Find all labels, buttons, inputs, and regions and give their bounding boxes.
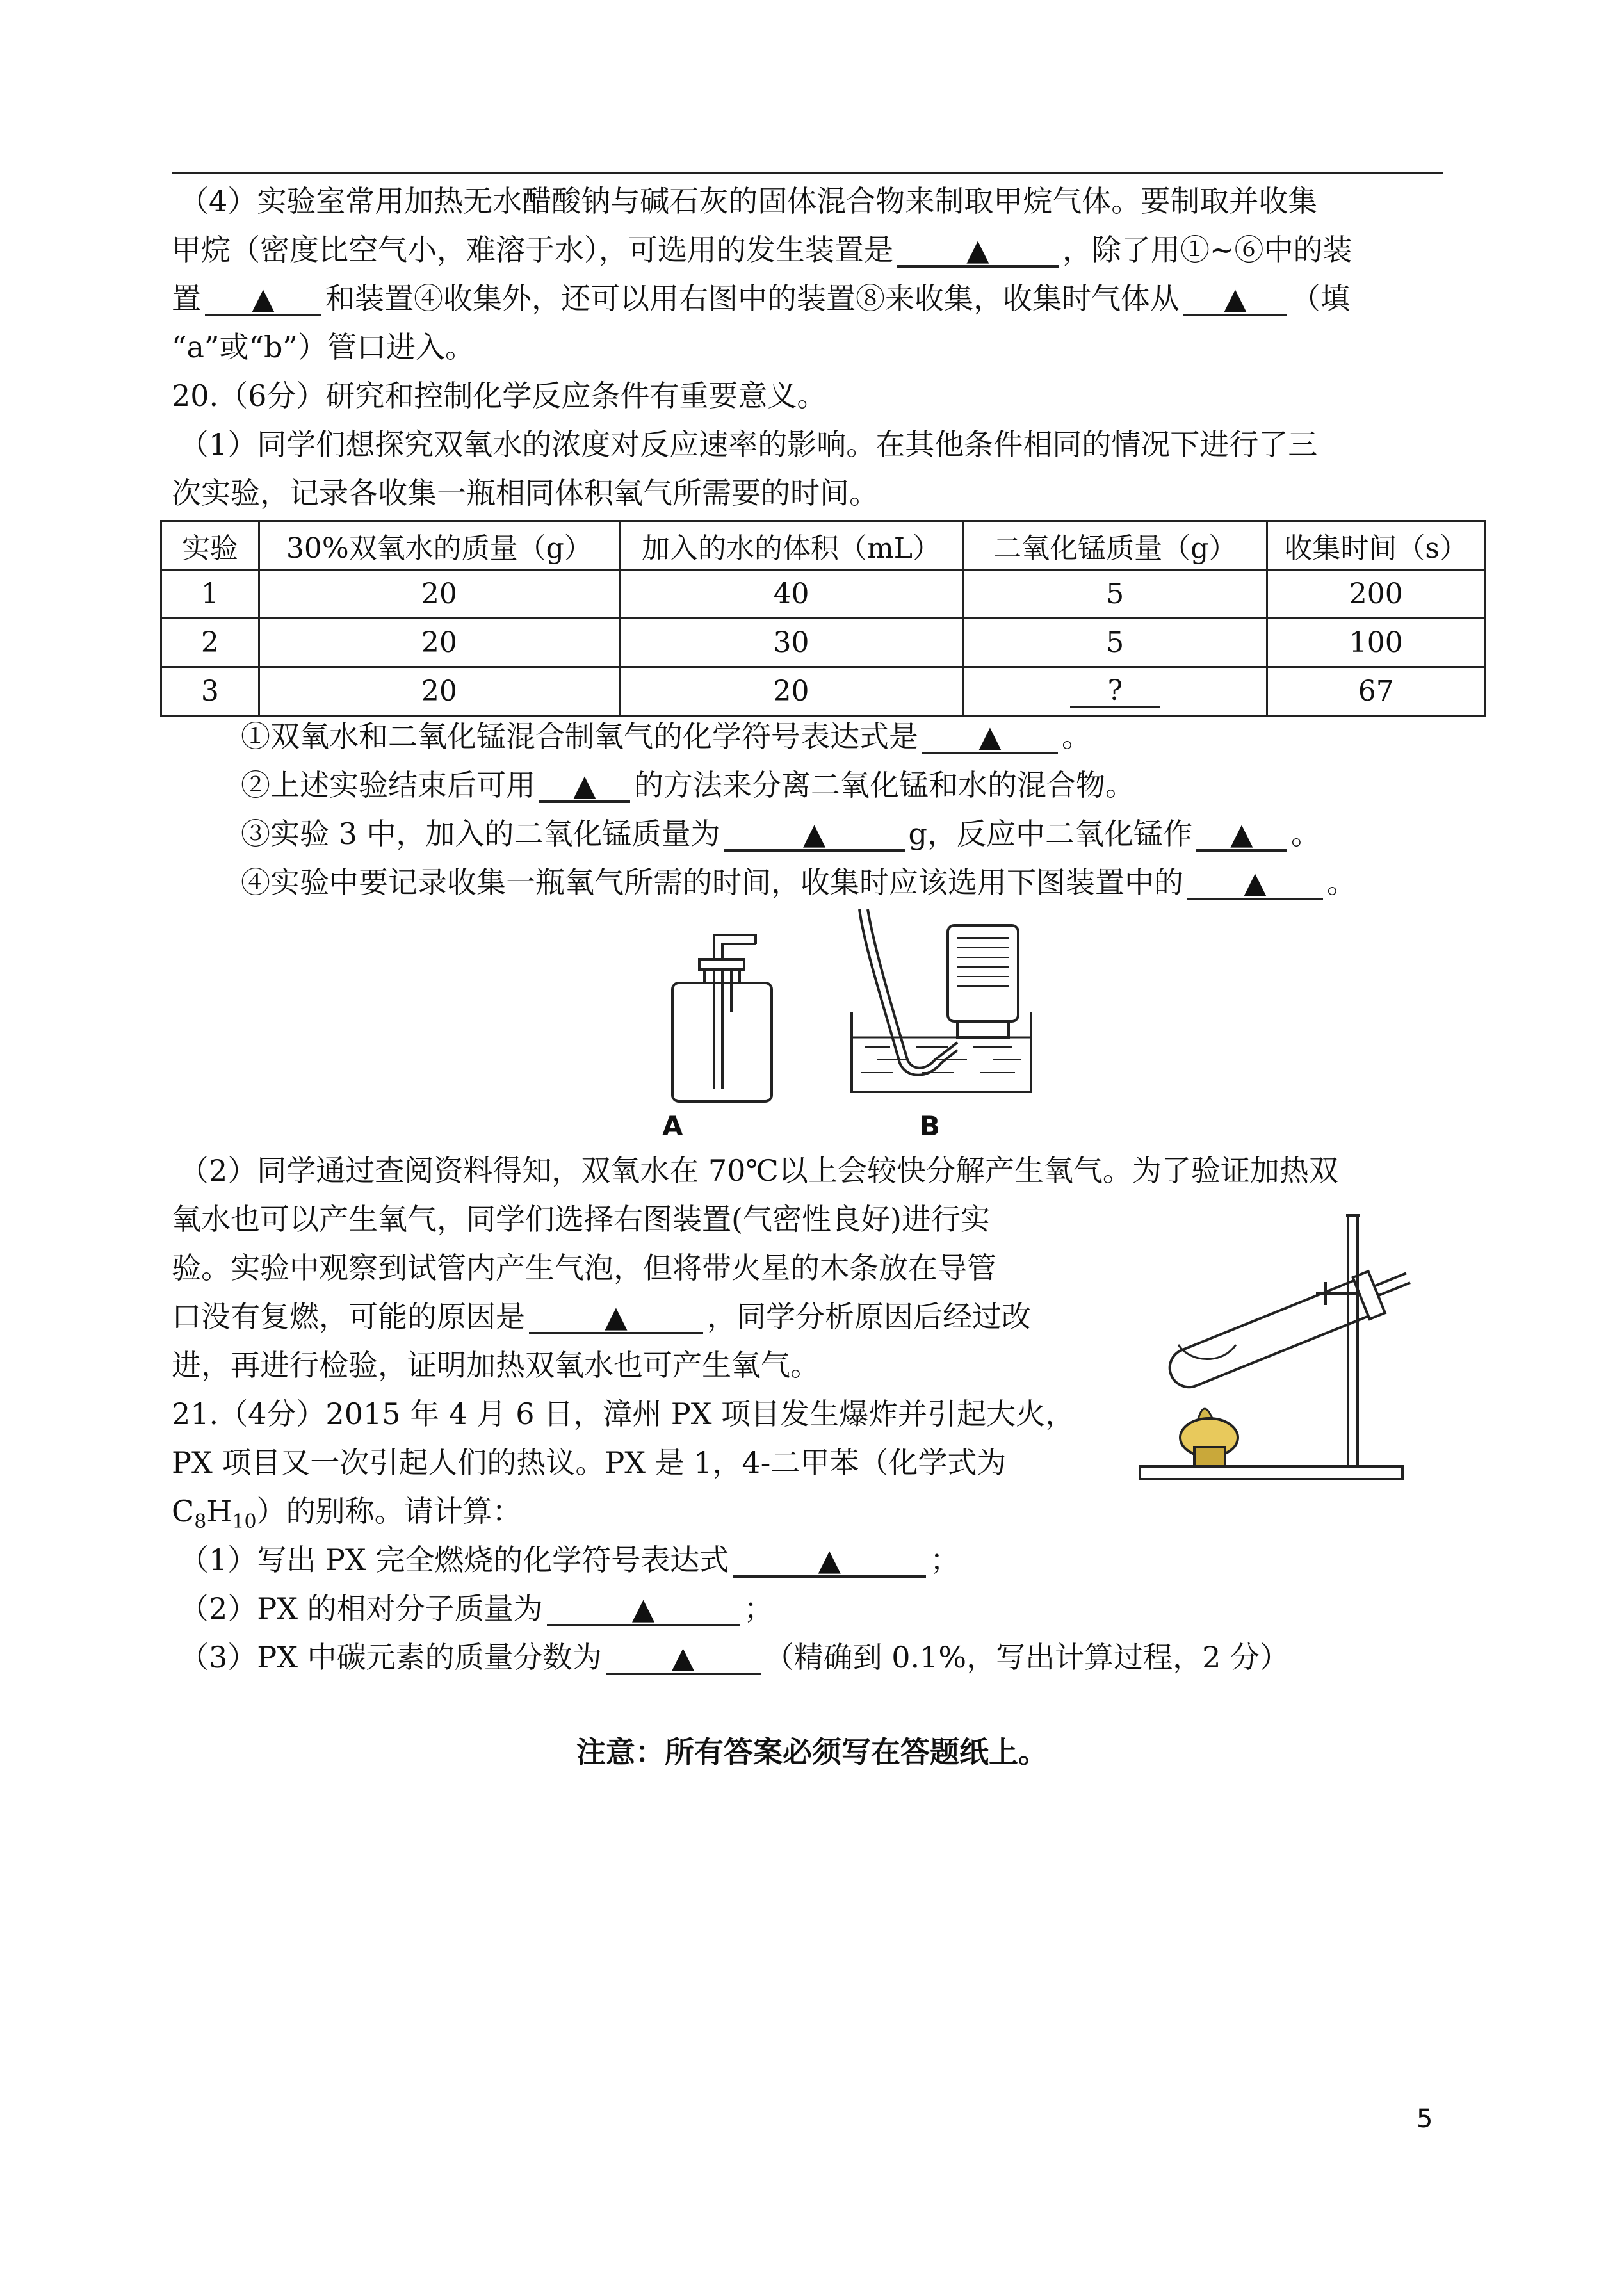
water-trough-icon [845,909,1037,1105]
table-row [161,667,1485,716]
q21-sub-3: （3）PX 中碳元素的质量分数为 ▲ （精确到 0.1%，写出计算过程，2 分） [179,1640,1289,1675]
q20-part2-line-3: 验。实验中观察到试管内产生气泡，但将带火星的木条放在导管 [172,1251,996,1285]
q20-part1-line-1: （1）同学们想探究双氧水的浓度对反应速率的影响。在其他条件相同的情况下进行了三 [179,427,1318,462]
table-header: 二氧化锰质量（g） [963,521,1267,570]
q21-line-1: 21.（4分）2015 年 4 月 6 日，漳州 PX 项目发生爆炸并引起大火， [172,1397,1075,1431]
q20-part1-line-2: 次实验，记录各收集一瓶相同体积氧气所需要的时间。 [172,476,879,510]
q19-line-2: 甲烷（密度比空气小，难溶于水），可选用的发生装置是 ▲ ，除了用①~⑥中的装 [172,232,1352,267]
table-cell-question[interactable]: ? [963,667,1267,716]
answer-blank[interactable]: ▲ [606,1642,761,1675]
q19-line-3: 置 ▲ 和装置④收集外，还可以用右图中的装置⑧来收集，收集时气体从 ▲ （填 [172,281,1350,316]
answer-blank[interactable]: ▲ [205,283,321,316]
table-cell: 2 [161,619,259,667]
table-header: 收集时间（s） [1267,521,1485,570]
answer-blank[interactable]: ▲ [547,1593,740,1626]
table-cell: 5 [963,570,1267,619]
table-cell: 40 [619,570,962,619]
answer-blank[interactable]: ▲ [1196,818,1287,852]
q20-sub-2: ②上述实验结束后可用 ▲ 的方法来分离二氧化锰和水的混合物。 [241,768,1135,802]
formula-c-sub: 8 [194,1511,207,1534]
heating-apparatus-figure [1133,1210,1428,1492]
experiment-table [160,520,1486,717]
formula-h: H [206,1494,232,1529]
notice: 注意：所有答案必须写在答题纸上。 [576,1735,1048,1769]
table-header: 加入的水的体积（mL） [619,521,962,570]
table-header-row [161,521,1485,570]
table-cell: 1 [161,570,259,619]
answer-blank[interactable]: ▲ [529,1301,703,1334]
q19-line-4: “a”或“b”）管口进入。 [172,330,475,364]
table-cell: 67 [1267,667,1485,716]
formula-c: C [172,1494,195,1529]
table-row [161,570,1485,619]
q20-sub-1: ①双氧水和二氧化锰混合制氧气的化学符号表达式是 ▲ 。 [241,719,1091,754]
table-header: 实验 [161,521,259,570]
q20-sub-3: ③实验 3 中，加入的二氧化锰质量为 ▲ g，反应中二氧化锰作 ▲ 。 [241,816,1320,851]
test-tube-stand-icon [1133,1210,1428,1492]
table-cell: 20 [259,570,619,619]
formula-h-sub: 10 [232,1511,257,1534]
q19-line-1: （4）实验室常用加热无水醋酸钠与碱石灰的固体混合物来制取甲烷气体。要制取并收集 [179,184,1318,218]
apparatus-b-figure [845,909,1037,1105]
q20-title: 20.（6分）研究和控制化学反应条件有重要意义。 [172,378,827,413]
table-cell: 5 [963,619,1267,667]
apparatus-a-figure [660,929,807,1108]
answer-blank[interactable]: ▲ [724,818,905,852]
answer-blank[interactable]: ▲ [897,234,1059,268]
answer-blank[interactable]: ▲ [539,770,630,803]
figure-label-a: A [662,1110,683,1142]
q21-sub-2: （2）PX 的相对分子质量为 ▲ ； [179,1591,774,1626]
table-row [161,619,1485,667]
q21-sub-1: （1）写出 PX 完全燃烧的化学符号表达式 ▲ ； [179,1543,960,1577]
answer-blank[interactable]: ▲ [733,1545,926,1578]
table-cell: 200 [1267,570,1485,619]
q20-part2-line-1: （2）同学通过查阅资料得知，双氧水在 70℃以上会较快分解产生氧气。为了验证加热双 [179,1153,1338,1188]
gas-bottle-icon [660,929,807,1108]
table-cell: 20 [259,619,619,667]
q20-part2-line-5: 进，再进行检验，证明加热双氧水也可产生氧气。 [172,1348,820,1383]
q20-sub-4: ④实验中要记录收集一瓶氧气所需的时间，收集时应该选用下图装置中的 ▲ 。 [241,865,1356,900]
q20-part2-line-4: 口没有复燃，可能的原因是 ▲ ，同学分析原因后经过改 [172,1299,1031,1334]
table-header: 30%双氧水的质量（g） [259,521,619,570]
q21-line-2: PX 项目又一次引起人们的热议。PX 是 1，4-二甲苯（化学式为 [172,1445,1007,1480]
table-cell: 30 [619,619,962,667]
table-cell: 20 [259,667,619,716]
answer-blank[interactable]: ▲ [1187,867,1323,900]
table-cell: 100 [1267,619,1485,667]
figure-label-b: B [920,1110,941,1142]
table-cell: 3 [161,667,259,716]
q21-line-3: $C_8H_{10}$）的别称。请计算： [172,1494,522,1534]
answer-blank[interactable]: ▲ [922,721,1058,754]
page-number: 5 [1417,2104,1433,2134]
answer-blank[interactable]: ▲ [1183,283,1287,316]
q20-part2-line-2: 氧水也可以产生氧气，同学们选择右图装置(气密性良好)进行实 [172,1202,990,1237]
table-cell: 20 [619,667,962,716]
header-rule [172,172,1443,174]
